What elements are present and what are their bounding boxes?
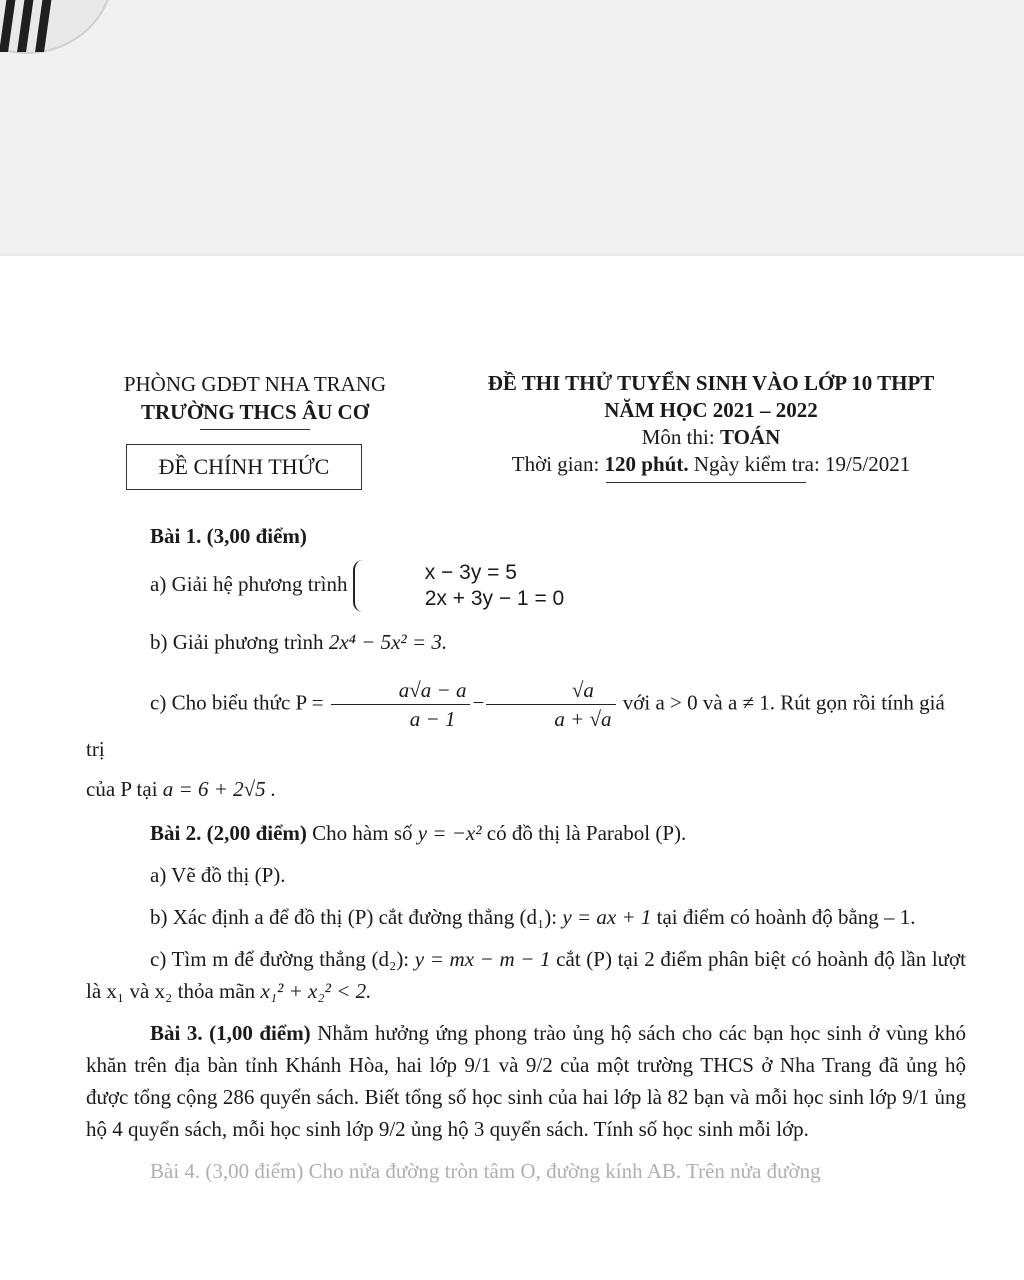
bai1-c-condition: với a > 0 và a ≠ 1. Rút gọn rồi tính giá trị [86,690,945,761]
bai2-intro [86,817,966,849]
bai2-b-math: y = ax + 1 [562,905,652,929]
bai2-intro-a: Cho hàm số [306,821,418,845]
avatar [0,0,114,54]
bai1-b-math: 2x⁴ − 5x² = 3. [328,630,448,654]
bai1-c-line2 [86,773,966,805]
bai2-c-text: c) Tìm m để đường thẳng (d₂): [150,947,415,971]
system-eq2: 2x + 3y − 1 = 0 [424,587,565,610]
bai2-c-rest: cắt (P) tại 2 điểm phân biệt có hoành độ lần lượt là x₁ và x₂ thỏa mãn [86,947,966,1003]
bai1-c-text: c) Cho biểu thức P = [150,690,329,715]
fraction-1 [331,676,471,733]
bai2-c-inequality: x₁² + x₂² < 2. [260,979,372,1003]
bai2-a: a) Vẽ đồ thị (P). [150,863,286,887]
avatar-stripe [17,0,36,52]
bai1-title: Bài 1. (3,00 điểm) [150,524,307,548]
header-underline [200,429,310,430]
bai1-c [86,676,966,765]
fraction-2-num: √a [486,676,615,705]
subject-line [456,424,966,451]
bai2-intro-b: có đồ thị là Parabol (P). [481,821,687,845]
bai1-c-line2-text: của P tại [86,777,163,801]
time-label: Thời gian: [511,452,605,476]
avatar-stripe [35,0,54,52]
bai1-b [86,626,966,658]
bai1-b-text: b) Giải phương trình [150,630,329,654]
bai2-b-rest: tại điểm có hoành độ bằng – 1. [651,905,916,929]
fraction-2-den: a + √a [554,707,612,731]
school-name: TRƯỜNG THCS ÂU CƠ [140,400,370,424]
header-underline [606,482,806,483]
bai1-a-text: a) Giải hệ phương trình [150,571,353,596]
fraction-1-den: a − 1 [409,707,456,731]
header-left [100,370,410,430]
department-name: PHÒNG GDĐT NHA TRANG [123,372,387,396]
bai2-b [86,901,966,933]
bai2-b-text: b) Xác định a để đồ thị (P) cắt đường thẳng (d₁): [150,905,563,929]
bai3-title: Bài 3. (1,00 điểm) [150,1021,311,1045]
bai1-a [86,560,966,612]
bai1-c-value: a = 6 + 2√5 . [162,777,277,801]
exam-title: ĐỀ THI THỬ TUYỂN SINH VÀO LỚP 10 THPT [487,371,935,395]
subject-name: TOÁN [719,425,781,449]
avatar-stripe [0,0,18,52]
duration: 120 phút. [604,452,689,476]
exam-paper [0,256,1024,1280]
bai3-text: Nhằm hưởng ứng phong trào ủng hộ sách cho các bạn học sinh ở vùng khó khăn trên địa bàn tỉnh Khánh Hòa, hai lớp 9/1 và 9/2 của một trường THCS ở Nha Trang đã ủng hộ được tổng cộng 286 quyển sách. Biết tổng số học sinh của hai lớp là 82 bạn và mỗi học sinh lớp 9/1 ủng hộ 4 quyển sách, mỗi học sinh lớp 9/2 ủng hộ 3 quyển sách. Tính số học sinh mỗi lớp. [86,1021,966,1141]
fraction-1-num: a√a − a [331,676,471,705]
time-line [456,451,966,478]
fraction-2 [486,676,615,733]
equation-system [353,560,565,612]
bai4-partial: Bài 4. (3,00 điểm) Cho nửa đường tròn tâm O, đường kính AB. Trên nửa đường [150,1159,821,1183]
school-year: NĂM HỌC 2021 – 2022 [604,398,818,422]
system-eq1: x − 3y = 5 [424,561,517,584]
bai3 [86,1017,966,1145]
subject-label: Môn thi: [641,425,720,449]
bai2-title: Bài 2. (2,00 điểm) [150,821,307,845]
bai2-c-math: y = mx − m − 1 [414,947,551,971]
exam-date: Ngày kiểm tra: 19/5/2021 [688,452,911,476]
bai2-function: y = −x² [417,821,482,845]
minus-sign: − [472,690,485,715]
exam-content [86,520,966,1183]
header-right [456,370,966,483]
bai2-c [86,943,966,1007]
official-stamp-box: ĐỀ CHÍNH THỨC [126,444,362,490]
